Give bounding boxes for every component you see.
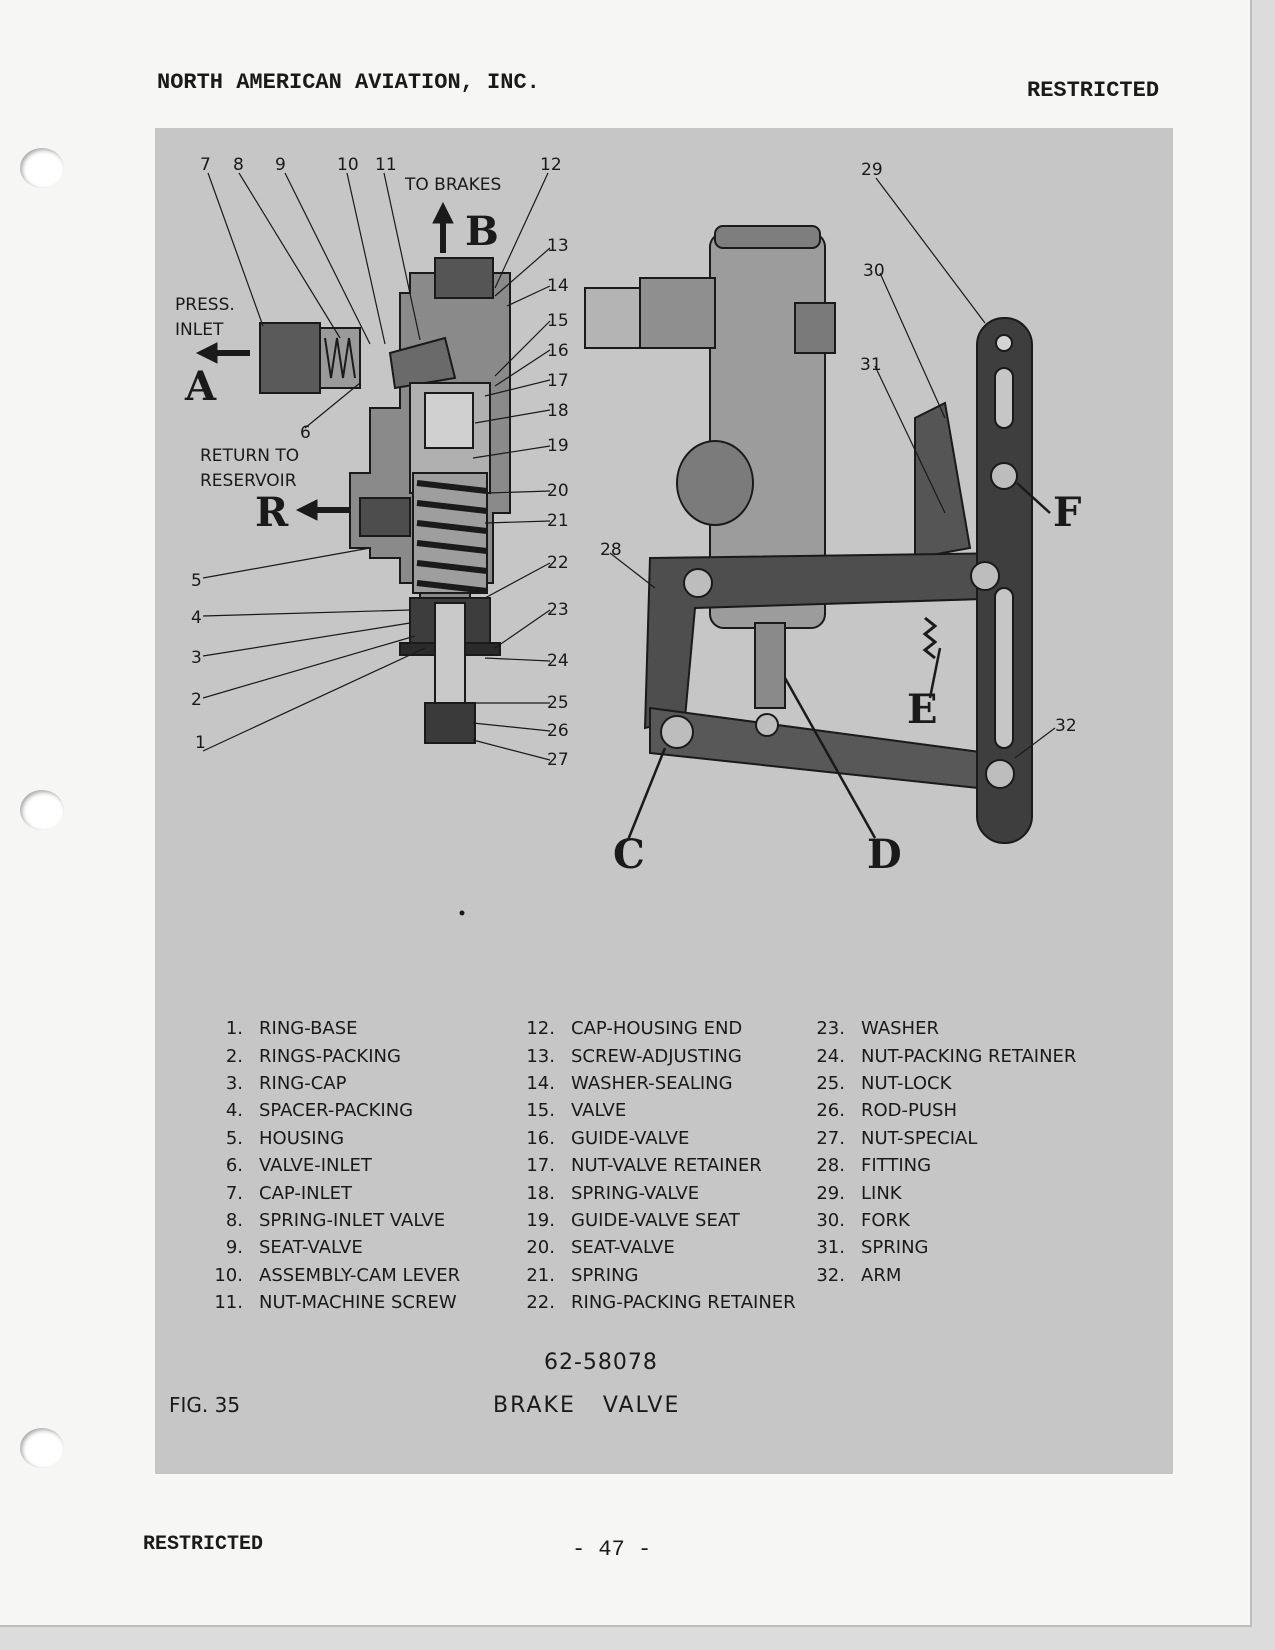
header-company: NORTH AMERICAN AVIATION, INC. (157, 70, 540, 95)
callout-25: 25 (547, 693, 569, 713)
part-number: 2. (225, 1045, 243, 1067)
part-name: RINGS-PACKING (259, 1045, 401, 1067)
callout-6: 6 (300, 423, 311, 443)
figure-number: FIG. 35 (169, 1393, 241, 1417)
part-name: SEAT-VALVE (259, 1237, 363, 1259)
part-name: ARM (861, 1264, 902, 1286)
part-number: 13. (526, 1045, 555, 1067)
part-name: ROD-PUSH (861, 1100, 958, 1122)
figure-brake-valve (155, 128, 1173, 1474)
speck (460, 911, 465, 916)
parts-list-row (195, 1289, 499, 1316)
label-reservoir: RESERVOIR (200, 471, 297, 491)
part-name: SPRING (571, 1264, 639, 1286)
part-number: 3. (225, 1072, 243, 1094)
part-name: VALVE-INLET (259, 1155, 372, 1177)
parts-list-row (795, 1207, 1101, 1234)
part-number: 23. (816, 1018, 845, 1040)
part-number: 16. (526, 1127, 555, 1149)
callout-23: 23 (547, 600, 569, 620)
callout-21: 21 (547, 511, 569, 531)
part-name: VALVE (571, 1100, 627, 1122)
part-name: HOUSING (259, 1127, 345, 1149)
part-number: 17. (526, 1155, 555, 1177)
part-number: 29. (816, 1182, 845, 1204)
callout-16: 16 (547, 341, 569, 361)
callout-2: 2 (191, 690, 202, 710)
part-name: GUIDE-VALVE SEAT (571, 1209, 740, 1231)
part-name: RING-CAP (259, 1072, 347, 1094)
part-number: 8. (225, 1209, 243, 1231)
part-name: NUT-LOCK (861, 1072, 952, 1094)
parts-list-row (195, 1234, 499, 1261)
part-number: 28. (816, 1155, 845, 1177)
parts-list-row (795, 1234, 1101, 1261)
parts-list-row (795, 1015, 1101, 1042)
part-number: 11. (214, 1292, 243, 1314)
parts-column-2 (505, 1015, 811, 1316)
callout-27: 27 (547, 750, 569, 770)
footer-classification: RESTRICTED (143, 1533, 264, 1556)
parts-list-row (505, 1207, 811, 1234)
punch-hole (20, 1428, 64, 1468)
letter-b: B (465, 208, 499, 255)
parts-list-row (505, 1179, 811, 1206)
part-name: SCREW-ADJUSTING (571, 1045, 742, 1067)
part-name: WASHER (861, 1018, 939, 1040)
part-name: FORK (861, 1209, 910, 1231)
parts-column-3 (795, 1015, 1101, 1289)
parts-list-row (505, 1152, 811, 1179)
callout-19: 19 (547, 436, 569, 456)
callout-7: 7 (200, 155, 211, 175)
callout-9: 9 (275, 155, 286, 175)
part-number: 18. (526, 1182, 555, 1204)
letter-d: D (867, 831, 902, 878)
punch-hole (20, 790, 64, 830)
parts-list-row (505, 1042, 811, 1069)
parts-list-row (795, 1097, 1101, 1124)
callout-8: 8 (233, 155, 244, 175)
part-name: RING-BASE (259, 1018, 358, 1040)
callout-4: 4 (191, 608, 202, 628)
callout-32: 32 (1055, 716, 1077, 736)
part-name: GUIDE-VALVE (571, 1127, 690, 1149)
part-number: 27. (816, 1127, 845, 1149)
punch-hole (20, 148, 64, 188)
callout-12: 12 (540, 155, 562, 175)
part-number: 26. (816, 1100, 845, 1122)
parts-list-row (505, 1015, 811, 1042)
parts-column-1 (195, 1015, 499, 1316)
label-return-to: RETURN TO (200, 446, 300, 466)
callout-31: 31 (860, 355, 882, 375)
letter-c: C (613, 831, 645, 878)
part-name: SPRING-VALVE (571, 1182, 700, 1204)
part-number: 9. (225, 1237, 243, 1259)
part-number: 5. (225, 1127, 243, 1149)
brake-valve-exterior (585, 226, 1032, 843)
part-name: SPACER-PACKING (259, 1100, 414, 1122)
parts-list-row (505, 1070, 811, 1097)
parts-list-row (195, 1097, 499, 1124)
part-name: CAP-INLET (259, 1182, 353, 1204)
callout-14: 14 (547, 276, 569, 296)
page-number: - 47 - (572, 1537, 652, 1562)
parts-list-row (195, 1207, 499, 1234)
parts-list-row (195, 1262, 499, 1289)
part-name: RING-PACKING RETAINER (571, 1292, 796, 1314)
part-name: NUT-PACKING RETAINER (861, 1045, 1077, 1067)
part-number: 32. (816, 1264, 845, 1286)
part-name: SEAT-VALVE (571, 1237, 675, 1259)
callout-30: 30 (863, 261, 885, 281)
callout-24: 24 (547, 651, 569, 671)
parts-list-row (195, 1042, 499, 1069)
callout-10: 10 (337, 155, 359, 175)
callout-3: 3 (191, 648, 202, 668)
parts-list-row (795, 1262, 1101, 1289)
parts-list-row (505, 1125, 811, 1152)
part-number: 20. (526, 1237, 555, 1259)
part-name: CAP-HOUSING END (571, 1018, 743, 1040)
header-classification: RESTRICTED (1027, 78, 1160, 103)
parts-list-row (505, 1262, 811, 1289)
callout-17: 17 (547, 371, 569, 391)
parts-list-row (505, 1097, 811, 1124)
label-press: PRESS. (175, 295, 235, 315)
parts-list-row (795, 1042, 1101, 1069)
parts-list-row (795, 1125, 1101, 1152)
part-number: 1. (225, 1018, 243, 1040)
figure-illustration (155, 128, 1173, 1008)
callout-1: 1 (195, 733, 206, 753)
part-name: SPRING (861, 1237, 929, 1259)
part-number: 21. (526, 1264, 555, 1286)
parts-list-row (795, 1152, 1101, 1179)
callout-11: 11 (375, 155, 397, 175)
part-name: FITTING (861, 1155, 932, 1177)
parts-list-row (795, 1070, 1101, 1097)
part-number: 14. (526, 1072, 555, 1094)
label-to-brakes: TO BRAKES (405, 175, 502, 195)
part-number: 7. (225, 1182, 243, 1204)
part-name: WASHER-SEALING (571, 1072, 733, 1094)
letter-f: F (1053, 489, 1082, 536)
part-number: 31. (816, 1237, 845, 1259)
part-number: 24. (816, 1045, 845, 1067)
label-inlet: INLET (175, 320, 224, 340)
letter-a: A (185, 363, 217, 410)
callout-20: 20 (547, 481, 569, 501)
part-number: 15. (526, 1100, 555, 1122)
part-name: NUT-MACHINE SCREW (259, 1292, 457, 1314)
part-number: 22. (526, 1292, 555, 1314)
parts-list-row (505, 1234, 811, 1261)
letter-r: R (255, 489, 289, 536)
part-number: 10. (214, 1264, 243, 1286)
callout-13: 13 (547, 236, 569, 256)
part-name: SPRING-INLET VALVE (259, 1209, 446, 1231)
callout-15: 15 (547, 311, 569, 331)
part-number: 30. (816, 1209, 845, 1231)
part-name: LINK (861, 1182, 902, 1204)
part-name: NUT-VALVE RETAINER (571, 1155, 762, 1177)
callout-29: 29 (861, 160, 883, 180)
part-number: 4. (225, 1100, 243, 1122)
parts-list-row (795, 1179, 1101, 1206)
letter-e: E (907, 686, 938, 733)
callout-22: 22 (547, 553, 569, 573)
callout-28: 28 (600, 540, 622, 560)
part-number: 25. (816, 1072, 845, 1094)
part-name: ASSEMBLY-CAM LEVER (259, 1264, 461, 1286)
parts-list-row (195, 1179, 499, 1206)
part-number: 12. (526, 1018, 555, 1040)
callout-18: 18 (547, 401, 569, 421)
parts-list-row (195, 1152, 499, 1179)
part-number: 19. (526, 1209, 555, 1231)
parts-list-row (195, 1015, 499, 1042)
parts-list-row (195, 1125, 499, 1152)
figure-caption: BRAKE VALVE (493, 1393, 681, 1418)
parts-list (195, 1015, 1155, 1315)
part-name: NUT-SPECIAL (861, 1127, 978, 1149)
parts-list-row (195, 1070, 499, 1097)
drawing-number: 62-58078 (544, 1350, 658, 1375)
part-number: 6. (225, 1155, 243, 1177)
callout-26: 26 (547, 721, 569, 741)
callout-5: 5 (191, 571, 202, 591)
parts-list-row (505, 1289, 811, 1316)
